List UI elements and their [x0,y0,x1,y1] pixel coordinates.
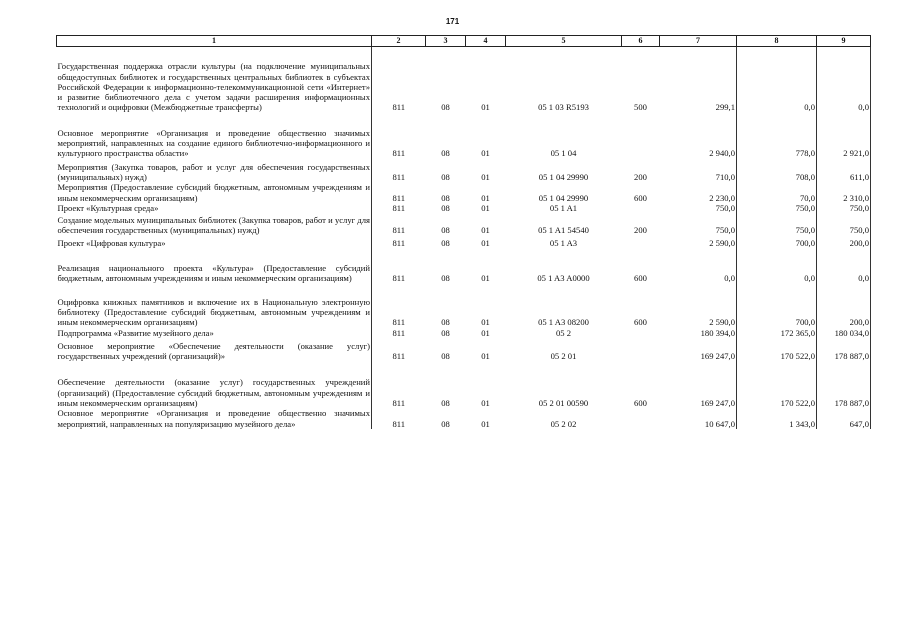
cell-v9: 611,0 [817,159,871,183]
budget-table [56,35,871,429]
column-header: 1 [57,36,372,47]
cell-grbs: 811 [392,317,406,328]
cell-name: Обеспечение деятельности (оказание услуг) государственных учреждений (организаций) (Предоставление субсидий бюджетным, автономным учреждениям и иным некоммерческим организациям) [57,361,372,408]
cell-grbs: 811 [392,171,406,182]
cell-pr: 01 [481,202,490,213]
cell-v7: 750,0 [660,213,737,236]
table-row [57,47,871,113]
cell-pr: 01 [481,418,490,429]
cell-v8: 708,0 [737,159,817,183]
cell-vr: 600 [634,192,647,203]
cell-grbs: 811 [392,327,406,338]
cell-v9: 647,0 [817,408,871,429]
cell-v9: 200,0 [817,284,871,328]
column-header: 8 [737,36,817,47]
cell-grbs: 811 [392,398,406,409]
cell-grbs: 811 [392,273,406,284]
cell-v9: 178 887,0 [817,361,871,408]
table-row [57,159,871,183]
cell-name: Основное мероприятие «Организация и проведение общественно значимых мероприятий, направленных на популяризацию музейного дела» [57,408,370,429]
cell-name: Подпрограмма «Развитие музейного дела» [57,328,372,338]
cell-v9: 178 887,0 [817,338,871,362]
cell-v7: 169 247,0 [660,338,737,362]
cell-v8: 170 522,0 [737,361,817,408]
cell-name: Основное мероприятие «Обеспечение деятельности (оказание услуг) государственных учреждений (организаций)» [57,338,372,362]
cell-v8: 700,0 [737,236,817,248]
cell-csr: 05 1 A3 A0000 [537,273,590,284]
cell-vr [622,236,660,248]
column-header: 6 [622,36,660,47]
cell-pr: 01 [481,102,490,113]
cell-v9: 2 921,0 [817,113,871,159]
cell-v7: 2 590,0 [660,236,737,248]
cell-v7: 750,0 [660,203,737,213]
cell-v8: 172 365,0 [737,328,817,338]
cell-name: Проект «Цифровая культура» [57,236,372,248]
cell-name: Мероприятия (Закупка товаров, работ и услуг для обеспечения государственных (муниципальных) нужд) [57,159,372,183]
cell-pr: 01 [481,237,490,248]
cell-vr: 600 [634,317,647,328]
table-row [57,203,871,213]
cell-name: Реализация национального проекта «Культура» (Предоставление субсидий бюджетным, автономным учреждениям и иным некоммерческим организациям) [57,248,372,284]
cell-csr: 05 1 04 [550,148,577,159]
cell-vr [622,338,660,362]
column-header: 3 [426,36,466,47]
table-row [57,361,871,408]
cell-v7: 169 247,0 [660,361,737,408]
cell-csr: 05 2 02 [550,418,577,429]
cell-grbs: 811 [392,102,406,113]
cell-v9: 180 034,0 [817,328,871,338]
table-row [57,328,871,338]
page-number: 171 [445,17,460,26]
cell-vr: 500 [634,102,647,113]
cell-rz: 08 [441,102,450,113]
cell-vr: 600 [634,273,647,284]
cell-csr: 05 1 A3 08200 [538,317,589,328]
cell-v7: 710,0 [660,159,737,183]
cell-grbs: 811 [392,237,406,248]
cell-rz: 08 [441,192,450,203]
cell-v7: 299,1 [660,47,737,113]
cell-name: Создание модельных муниципальных библиотек (Закупка товаров, работ и услуг для обеспечения государственных (муниципальных) нужд) [57,215,370,236]
cell-pr: 01 [481,171,490,182]
cell-rz: 08 [441,202,450,213]
cell-csr: 05 2 [555,327,572,338]
table-row [57,182,871,203]
cell-rz: 08 [441,171,450,182]
cell-v8: 0,0 [737,47,817,113]
cell-v8: 1 343,0 [737,408,817,429]
cell-csr: 05 1 A3 [549,237,578,248]
cell-csr: 05 2 01 00590 [538,398,589,409]
cell-pr: 01 [481,225,490,236]
table-row [57,113,871,159]
cell-grbs: 811 [392,418,406,429]
cell-v9: 0,0 [817,248,871,284]
cell-rz: 08 [441,225,450,236]
cell-v8: 70,0 [737,182,817,203]
cell-vr [622,328,660,338]
cell-v8: 0,0 [737,248,817,284]
cell-csr: 05 1 A1 [549,202,578,213]
cell-csr: 05 1 04 29990 [538,171,589,182]
column-header: 5 [506,36,622,47]
cell-rz: 08 [441,327,450,338]
cell-rz: 08 [441,351,450,362]
cell-name: Проект «Культурная среда» [57,203,372,213]
cell-csr: 05 2 01 [550,351,577,362]
cell-vr: 200 [634,225,647,236]
cell-v7: 2 940,0 [660,113,737,159]
cell-vr: 200 [634,171,647,182]
table-body [57,47,871,429]
cell-v9: 0,0 [817,47,871,113]
cell-pr: 01 [481,192,490,203]
cell-v7: 10 647,0 [660,408,737,429]
cell-pr: 01 [481,398,490,409]
table-row [57,408,871,429]
cell-name: Государственная поддержка отрасли культуры (на подключение муниципальных общедоступных библиотек и государственных центральных библиотек в субъектах Российской Федерации к информационно-телекоммуникационной сети «Интернет» и развитие библиотечного дела с учетом задачи расширения информационных технологий и оцифровки (Межбюджетные трансферты) [57,47,372,113]
cell-grbs: 811 [392,351,406,362]
cell-name: Мероприятия (Предоставление субсидий бюджетным, автономным учреждениям и иным некоммерческим организациям) [57,182,370,203]
cell-v8: 750,0 [737,203,817,213]
cell-v9: 750,0 [817,213,871,236]
cell-name: Основное мероприятие «Организация и проведение общественно значимых мероприятий, направленных на создание единого библиотечно-информационного и культурного пространства области» [57,113,372,159]
cell-pr: 01 [481,317,490,328]
cell-v9: 2 310,0 [817,182,871,203]
table-header-row [57,36,871,47]
cell-csr: 05 1 04 29990 [538,192,589,203]
table-row [57,248,871,284]
table-row [57,213,871,236]
cell-grbs: 811 [392,148,406,159]
table-row [57,236,871,248]
cell-rz: 08 [441,317,450,328]
cell-v8: 750,0 [737,213,817,236]
cell-csr: 05 1 A1 54540 [538,225,589,236]
cell-pr: 01 [481,148,490,159]
cell-name: Оцифровка книжных памятников и включение их в Национальную электронную библиотеку (Предоставление субсидий бюджетным, автономным учреждениям и иным некоммерческим организациям) [57,284,372,328]
cell-v7: 2 230,0 [660,182,737,203]
cell-v7: 2 590,0 [660,284,737,328]
cell-v9: 750,0 [817,203,871,213]
column-header: 7 [660,36,737,47]
cell-rz: 08 [441,418,450,429]
column-header: 2 [372,36,426,47]
table-row [57,338,871,362]
cell-v9: 200,0 [817,236,871,248]
cell-v8: 778,0 [737,113,817,159]
cell-v8: 170 522,0 [737,338,817,362]
column-header: 9 [817,36,871,47]
cell-pr: 01 [481,273,490,284]
column-header: 4 [466,36,506,47]
cell-vr: 600 [634,398,647,409]
cell-v8: 700,0 [737,284,817,328]
cell-v7: 180 394,0 [660,328,737,338]
cell-vr [622,113,660,159]
cell-rz: 08 [441,148,450,159]
cell-pr: 01 [481,327,490,338]
cell-csr: 05 1 03 R5193 [538,102,589,113]
cell-grbs: 811 [392,202,406,213]
table-row [57,284,871,328]
cell-vr [622,203,660,213]
cell-pr: 01 [481,351,490,362]
cell-grbs: 811 [392,225,406,236]
cell-grbs: 811 [392,192,406,203]
cell-vr [622,408,660,429]
cell-rz: 08 [441,237,450,248]
cell-rz: 08 [441,273,450,284]
cell-v7: 0,0 [660,248,737,284]
cell-rz: 08 [441,398,450,409]
